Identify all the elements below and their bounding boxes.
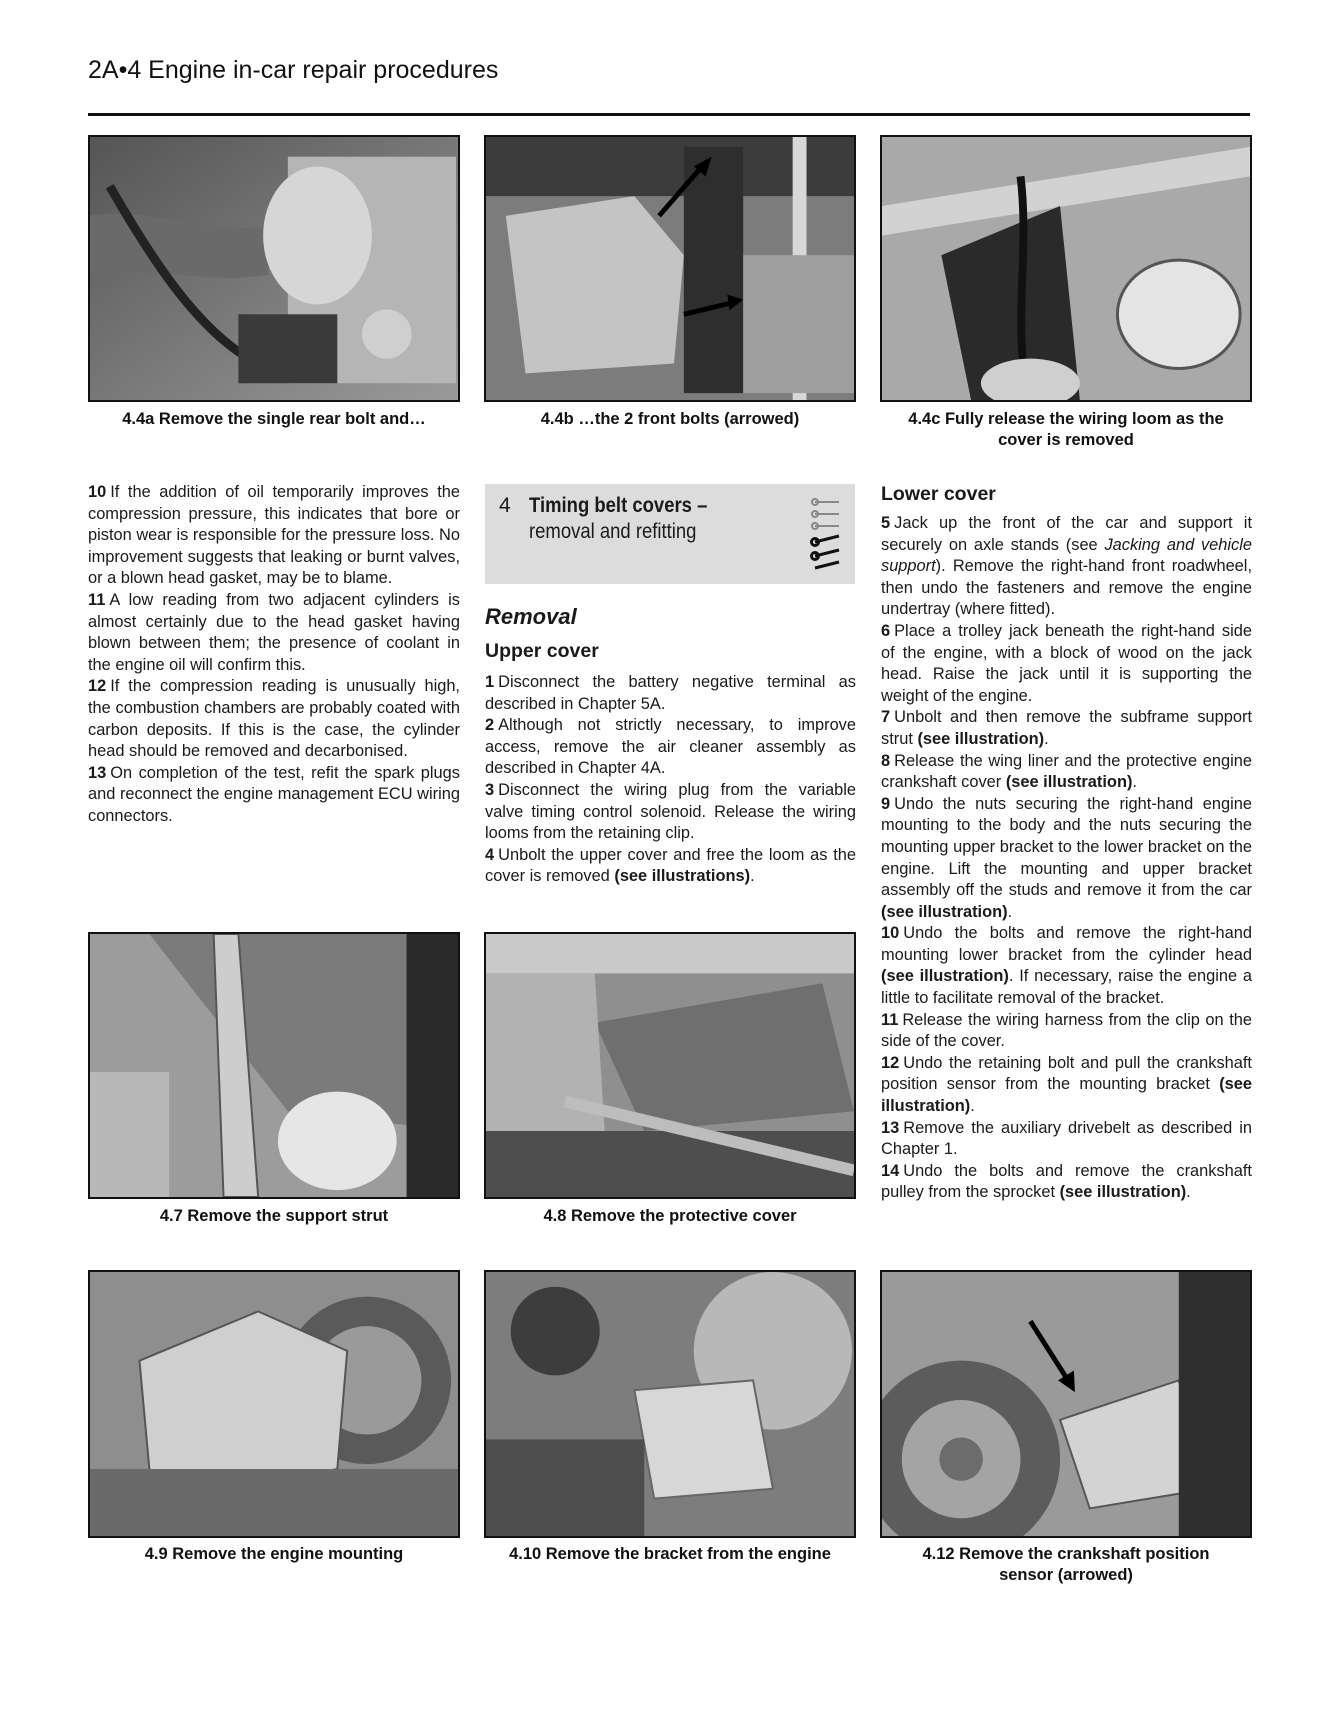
- paragraph: 10 Undo the bolts and remove the right-hand mounting lower bracket from the cylinder head (see illustration). If necessary, raise the engine a little to facilitate removal of the bracket.: [881, 924, 1252, 1008]
- caption-4-4a: 4.4a Remove the single rear bolt and…: [122, 410, 426, 428]
- photo-4-7: [88, 932, 460, 1199]
- paragraph: 12 Undo the retaining bolt and pull the crankshaft position sensor from the mounting bracket (see illustration).: [881, 1053, 1252, 1116]
- caption-4-7: 4.7 Remove the support strut: [159, 1207, 389, 1225]
- caption-4-4c-line1: 4.4c Fully release the wiring loom as the: [908, 410, 1224, 428]
- paragraph: 7 Unbolt and then remove the subframe support strut (see illustration).: [881, 708, 1252, 748]
- paragraph: 4 Unbolt the upper cover and free the loom as the cover is removed (see illustrations).: [485, 845, 856, 886]
- page-header: [88, 56, 1248, 85]
- paragraph: 14 Undo the bolts and remove the crankshaft pulley from the sprocket (see illustration).: [881, 1161, 1252, 1202]
- right-text-column: [881, 513, 1252, 1204]
- paragraph: 10 If the addition of oil temporarily improves the compression pressure, this indicates that bore or piston wear is responsible for the pressure loss. No improvement suggests that leaking or burnt valves, or a blown head gasket, may be to blame.: [88, 483, 460, 588]
- section-subtitle: removal and refitting: [529, 520, 697, 543]
- left-text-column: [88, 482, 460, 828]
- caption-4-9: 4.9 Remove the engine mounting: [144, 1545, 404, 1563]
- photo-4-9: [88, 1270, 460, 1538]
- photo-4-4a: [88, 135, 460, 402]
- heading-lower-cover: Lower cover: [881, 483, 996, 505]
- photo-4-12: [880, 1270, 1252, 1538]
- photo-4-4b: [484, 135, 856, 402]
- paragraph: 5 Jack up the front of the car and support it securely on axle stands (see Jacking and vehicle support). Remove the right-hand front roadwheel, then undo the fasteners and remove the engine undertray (where fitted).: [881, 514, 1252, 619]
- caption-4-12-line1: 4.12 Remove the crankshaft position: [922, 1545, 1210, 1563]
- paragraph: 3 Disconnect the wiring plug from the variable valve timing control solenoid. Release the wiring looms from the retaining clip.: [485, 780, 856, 843]
- section-title: Timing belt covers –: [529, 494, 708, 517]
- header-rule: [88, 113, 1250, 116]
- caption-4-12: [880, 1544, 1252, 1586]
- paragraph: 9 Undo the nuts securing the right-hand engine mounting to the body and the nuts securing the mounting upper bracket to the lower bracket on the engine. Lift the mounting and upper bracket assembly off the studs and remove it from the car (see illustration).: [881, 794, 1252, 921]
- photo-4-8: [484, 932, 856, 1199]
- caption-4-4b: 4.4b …the 2 front bolts (arrowed): [540, 410, 800, 428]
- caption-4-10: 4.10 Remove the bracket from the engine: [509, 1545, 831, 1563]
- page-title: 2A•4 Engine in-car repair procedures: [88, 56, 499, 84]
- paragraph: 6 Place a trolley jack beneath the right-hand side of the engine, with a block of wood on the jack head. Raise the jack until it is supporting the weight of the engine.: [881, 621, 1252, 705]
- paragraph: 2 Although not strictly necessary, to improve access, remove the air cleaner assembly as described in Chapter 4A.: [485, 716, 856, 778]
- spanner-rating-icon: [809, 494, 845, 574]
- paragraph: 11 Release the wiring harness from the clip on the side of the cover.: [881, 1010, 1252, 1051]
- section-number: 4: [499, 494, 511, 517]
- photo-4-4c: [880, 135, 1252, 402]
- paragraph: 12 If the compression reading is unusually high, the combustion chambers are probably coated with carbon deposits. If this is the case, the cylinder head should be removed and decarbonised.: [88, 677, 460, 761]
- caption-4-4c-line2: cover is removed: [998, 431, 1134, 449]
- heading-upper-cover: Upper cover: [485, 640, 599, 662]
- section-heading-box: [485, 484, 855, 584]
- photo-4-10: [484, 1270, 856, 1538]
- paragraph: 13 Remove the auxiliary drivebelt as described in Chapter 1.: [881, 1118, 1252, 1159]
- paragraph: 1 Disconnect the battery negative terminal as described in Chapter 5A.: [485, 673, 856, 713]
- heading-removal: Removal: [485, 604, 577, 629]
- paragraph: 13 On completion of the test, refit the spark plugs and reconnect the engine management ECU wiring connectors.: [88, 763, 460, 825]
- paragraph: 11 A low reading from two adjacent cylinders is almost certainly due to the head gasket having blown between them; the presence of coolant in the engine oil will confirm this.: [88, 590, 460, 674]
- middle-text-column: [485, 672, 856, 888]
- paragraph: 8 Release the wing liner and the protective engine crankshaft cover (see illustration).: [881, 751, 1252, 792]
- caption-4-4c: [880, 409, 1252, 451]
- caption-4-12-line2: sensor (arrowed): [999, 1566, 1133, 1584]
- caption-4-8: 4.8 Remove the protective cover: [543, 1207, 797, 1225]
